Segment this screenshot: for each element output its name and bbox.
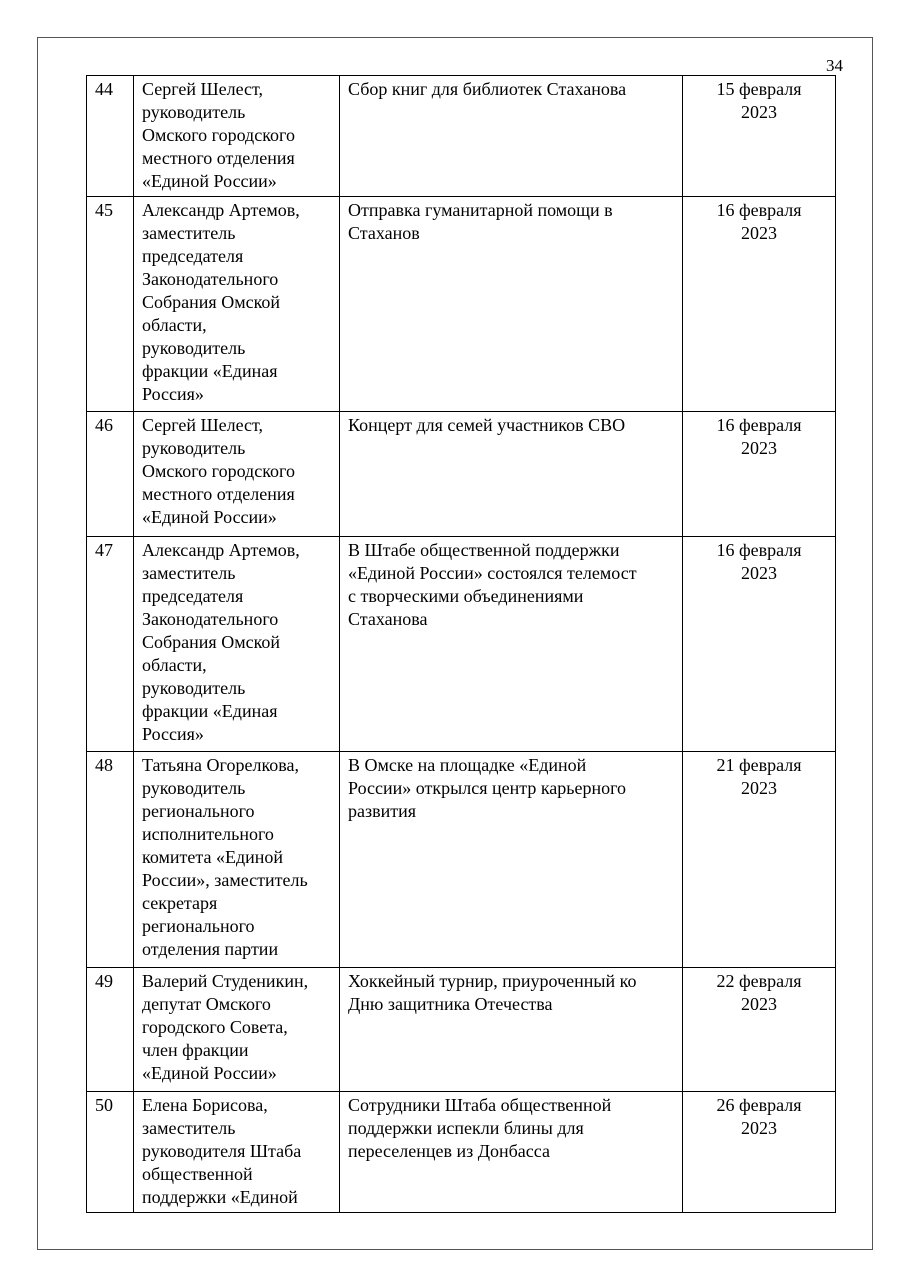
events-table: [86, 75, 836, 1213]
event-date: 16 февраля 2023: [683, 537, 836, 752]
table-row: [87, 76, 836, 197]
event-description: Хоккейный турнир, приуроченный ко Дню защитника Отечества: [340, 968, 683, 1092]
event-description: Концерт для семей участников СВО: [340, 412, 683, 537]
event-date: 15 февраля 2023: [683, 76, 836, 197]
event-date: 16 февраля 2023: [683, 197, 836, 412]
page-number: 34: [826, 56, 843, 75]
table-row: [87, 537, 836, 752]
row-number: 50: [87, 1092, 134, 1213]
responsible-person: Сергей Шелест, руководитель Омского городского местного отделения «Единой России»: [134, 412, 340, 537]
responsible-person: Сергей Шелест, руководитель Омского городского местного отделения «Единой России»: [134, 76, 340, 197]
row-number: 45: [87, 197, 134, 412]
event-description: В Омске на площадке «Единой России» открылся центр карьерного развития: [340, 752, 683, 968]
row-number: 49: [87, 968, 134, 1092]
event-description: Сбор книг для библиотек Стаханова: [340, 76, 683, 197]
responsible-person: Александр Артемов, заместитель председателя Законодательного Собрания Омской области, руководитель фракции «Единая Россия»: [134, 537, 340, 752]
responsible-person: Валерий Студеникин, депутат Омского городского Совета, член фракции «Единой России»: [134, 968, 340, 1092]
event-date: 22 февраля 2023: [683, 968, 836, 1092]
responsible-person: Елена Борисова, заместитель руководителя Штаба общественной поддержки «Единой: [134, 1092, 340, 1213]
table-row: [87, 412, 836, 537]
table-row: [87, 752, 836, 968]
event-date: 16 февраля 2023: [683, 412, 836, 537]
event-description: Сотрудники Штаба общественной поддержки испекли блины для переселенцев из Донбасса: [340, 1092, 683, 1213]
row-number: 48: [87, 752, 134, 968]
row-number: 46: [87, 412, 134, 537]
row-number: 47: [87, 537, 134, 752]
event-date: 21 февраля 2023: [683, 752, 836, 968]
event-date: 26 февраля 2023: [683, 1092, 836, 1213]
table-row: [87, 968, 836, 1092]
responsible-person: Александр Артемов, заместитель председателя Законодательного Собрания Омской области, руководитель фракции «Единая Россия»: [134, 197, 340, 412]
table-row: [87, 1092, 836, 1213]
responsible-person: Татьяна Огорелкова, руководитель регионального исполнительного комитета «Единой России», заместитель секретаря регионального отделения партии: [134, 752, 340, 968]
row-number: 44: [87, 76, 134, 197]
event-description: Отправка гуманитарной помощи в Стаханов: [340, 197, 683, 412]
event-description: В Штабе общественной поддержки «Единой России» состоялся телемост с творческими объединениями Стаханова: [340, 537, 683, 752]
table-row: [87, 197, 836, 412]
